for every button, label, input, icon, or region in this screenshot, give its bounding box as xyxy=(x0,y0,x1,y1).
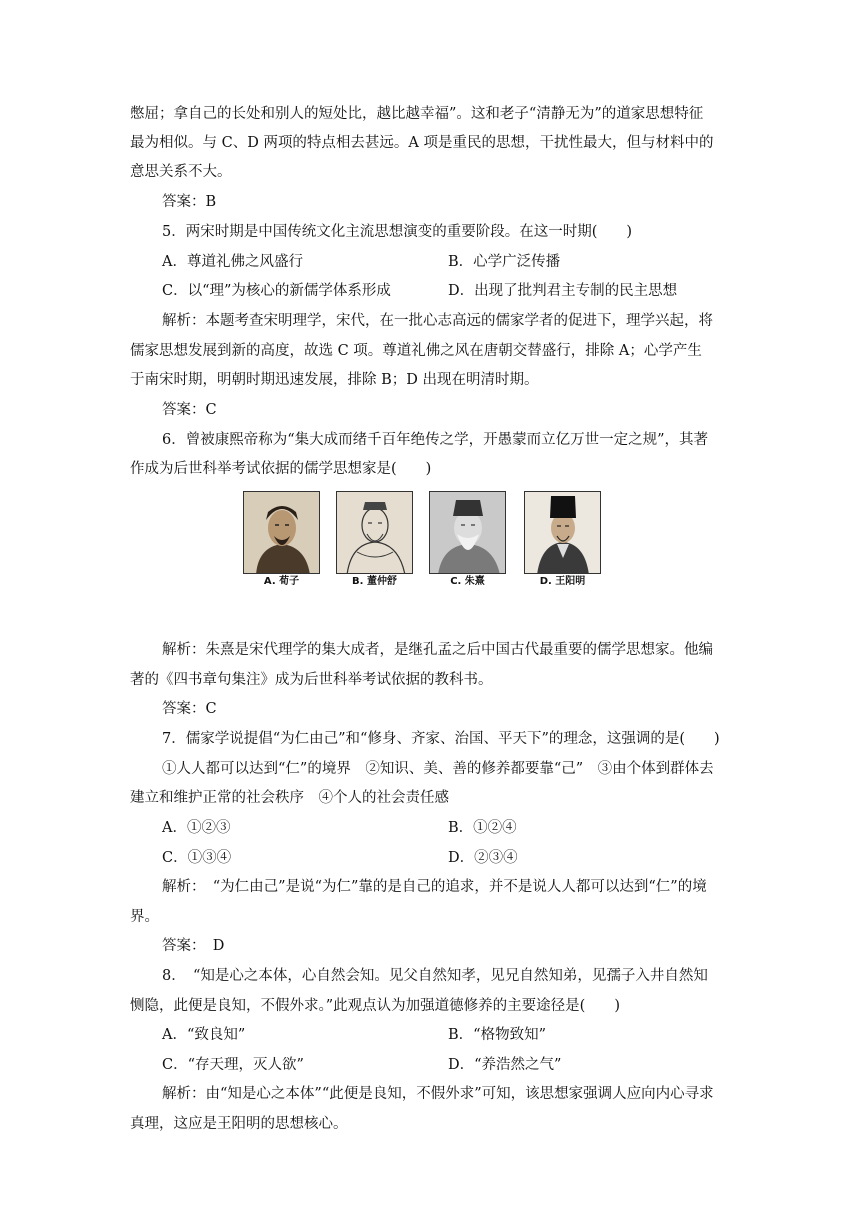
explanation-7-line: 解析： “为仁由己”是说“为仁”靠的是自己的追求，并不是说人人都可以达到“仁”的境 xyxy=(162,879,707,895)
portrait-dongzhongshu-image xyxy=(336,491,413,574)
caption-d: D. 王阳明 xyxy=(539,576,586,587)
option-7b: B．①②④ xyxy=(448,820,517,836)
answer-5: 答案：C xyxy=(162,402,217,418)
question-7: 7．儒家学说提倡“为仁由己”和“修身、齐家、治国、平天下”的理念，这强调的是( ) xyxy=(162,731,720,747)
explanation-5-line: 儒家思想发展到新的高度，故选 C 项。尊道礼佛之风在唐朝交替盛行，排除 A；心学产生 xyxy=(130,343,702,359)
portrait-option-b xyxy=(336,491,413,590)
option-8c: C．“存天理，灭人欲” xyxy=(162,1057,304,1073)
option-7a: A．①②③ xyxy=(162,820,231,836)
caption-a: A. 荀子 xyxy=(263,576,300,587)
text-line: 最为相似。与 C、D 两项的特点相去甚远。A 项是重民的思想，干扰性最大，但与材料中的 xyxy=(130,135,714,151)
option-7d: D．②③④ xyxy=(448,850,518,866)
question-8: 8． “知是心之本体，心自然会知。见父自然知孝，见兄自然知弟，见孺子入井自然知 xyxy=(162,968,708,984)
explanation-7-line: 界。 xyxy=(130,909,159,925)
option-5b: B．心学广泛传播 xyxy=(448,254,561,270)
portrait-xunzi-image xyxy=(243,491,320,574)
portrait-wangyangming-image xyxy=(524,491,601,574)
answer-line: 答案：B xyxy=(162,194,217,210)
explanation-6-line: 著的《四书章句集注》成为后世科举考试依据的教科书。 xyxy=(130,672,493,688)
explanation-8-line: 解析：由“知是心之本体”“此便是良知，不假外求”可知，该思想家强调人应向内心寻求 xyxy=(162,1086,714,1102)
portraits-figure xyxy=(243,491,602,590)
caption-b: B. 董仲舒 xyxy=(352,576,397,587)
option-5a: A．尊道礼佛之风盛行 xyxy=(162,254,303,270)
explanation-5-line: 于南宋时期，明朝时期迅速发展，排除 B；D 出现在明清时期。 xyxy=(130,372,539,388)
option-5c: C．以“理”为核心的新儒学体系形成 xyxy=(162,283,391,299)
answer-6: 答案：C xyxy=(162,701,217,717)
portrait-option-c xyxy=(429,491,506,590)
question-6-cont: 作成为后世科举考试依据的儒学思想家是( ) xyxy=(130,461,432,477)
explanation-6-line: 解析：朱熹是宋代理学的集大成者，是继孔孟之后中国古代最重要的儒学思想家。他编 xyxy=(162,642,713,658)
portrait-zhuxi-image xyxy=(429,491,506,574)
option-7c: C．①③④ xyxy=(162,850,232,866)
text-line: 意思关系不大。 xyxy=(130,164,232,180)
question-6: 6．曾被康熙帝称为“集大成而绪千百年绝传之学，开愚蒙而立亿万世一定之规”，其著 xyxy=(162,432,709,448)
explanation-5-line: 解析：本题考查宋明理学，宋代，在一批心志高远的儒家学者的促进下，理学兴起，将 xyxy=(162,313,713,329)
portrait-option-a xyxy=(243,491,320,590)
caption-c: C. 朱熹 xyxy=(450,576,485,587)
question-7-statements-cont: 建立和维护正常的社会秩序 ④个人的社会责任感 xyxy=(130,790,449,806)
option-8b: B．“格物致知” xyxy=(448,1027,546,1043)
option-5d: D．出现了批判君主专制的民主思想 xyxy=(448,283,678,299)
answer-7: 答案： D xyxy=(162,938,225,954)
question-5: 5．两宋时期是中国传统文化主流思想演变的重要阶段。在这一时期( ) xyxy=(162,224,633,240)
portrait-option-d xyxy=(524,491,601,590)
explanation-8-line: 真理，这应是王阳明的思想核心。 xyxy=(130,1116,348,1132)
text-line: 憋屈；拿自己的长处和别人的短处比，越比越幸福”。这和老子“清静无为”的道家思想特征 xyxy=(130,106,704,122)
option-8d: D．“养浩然之气” xyxy=(448,1057,562,1073)
question-8-cont: 恻隐，此便是良知，不假外求。”此观点认为加强道德修养的主要途径是( ) xyxy=(130,998,620,1014)
question-7-statements: ①人人都可以达到“仁”的境界 ②知识、美、善的修养都要靠“己” ③由个体到群体去 xyxy=(162,761,714,777)
option-8a: A．“致良知” xyxy=(162,1027,246,1043)
